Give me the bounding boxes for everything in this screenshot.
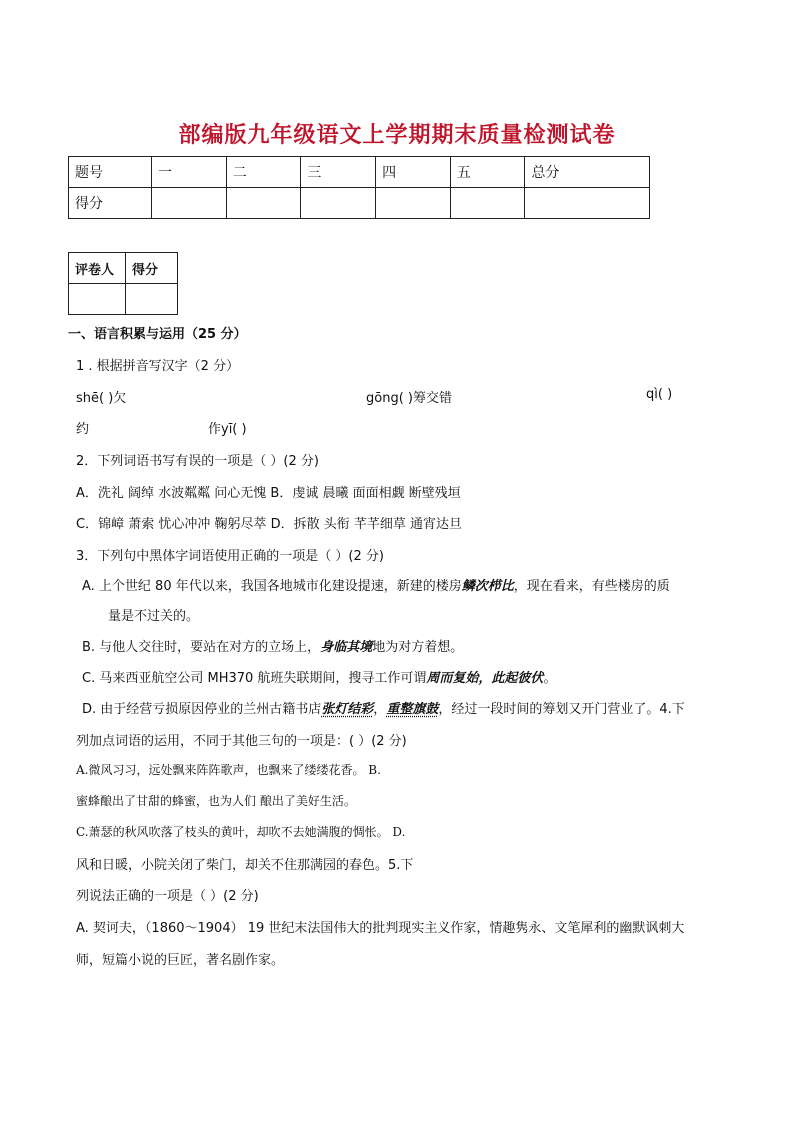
q3-option-d-text: D. 由于经营亏损原因停业的兰州古籍书店 [82,702,322,717]
score-blank-cell [301,188,376,219]
grader-blank-cell [126,284,178,315]
q3-option-a [82,575,670,594]
q2-options-cd: C．锦嶂 萧索 忧心冲冲 鞠躬尽萃 D．拆散 头衔 芊芊细草 通宵达旦 [76,517,463,532]
grader-blank-cell [69,284,126,315]
q2-stem: 2．下列词语书写有误的一项是（ ）(2 分) [76,454,319,469]
score-cell: 四 [376,157,451,188]
q3-option-b-text: 地为对方着想。 [372,640,464,655]
q4-option-a: A.微风习习，远处飘来阵阵歌声，也飘来了缕缕花香。 B. [76,763,381,777]
score-blank-cell [450,188,525,219]
q3-option-d [82,698,685,717]
score-cell: 二 [226,157,301,188]
score-cell: 总分 [525,157,650,188]
score-cell: 一 [152,157,227,188]
q4-option-c: C.萧瑟的秋风吹落了枝头的黄叶，却吹不去她满腹的惆怅。 D. [76,825,406,839]
q1-stem: 1 . 根据拼音写汉字（2 分） [76,359,240,374]
q4-stem: 列加点词语的运用，不同于其他三句的一项是：( ）(2 分) [76,734,407,749]
q5-option-a-cont: 师，短篇小说的巨匠，著名剧作家。 [76,953,285,968]
q5-option-a: A. 契诃夫，（1860～1904） 19 世纪末法国伟大的批判现实主义作家，情趣隽永、文笔犀利的幽默讽刺大 [76,921,685,936]
q3-option-c-text: C. 马来西亚航空公司 MH370 航班失联期间，搜寻工作可谓 [82,671,427,686]
q3-option-b-term: 身临其境 [320,640,373,655]
q3-option-d-term: 重整旗鼓 [386,702,439,717]
section-heading: 一、语言积累与运用（25 分） [68,327,247,342]
q3-option-a-term: 鳞次栉比 [461,579,514,594]
q3-option-a-cont: 量是不过关的。 [108,609,200,624]
score-table-header-row [69,157,650,188]
grader-cell: 评卷人 [69,253,126,284]
score-cell: 三 [301,157,376,188]
score-blank-cell [525,188,650,219]
q3-option-c-term: 周而复始，此起彼伏 [426,671,544,686]
q1-blank-yi: 作yī( ) [208,422,247,437]
grader-blank-row [69,284,178,315]
q1-blank-yue: 约 [76,422,90,437]
score-blank-cell [226,188,301,219]
score-cell: 题号 [69,157,152,188]
q3-option-c-text: 。 [543,671,557,686]
q3-option-d-text: ， [373,702,387,717]
score-cell: 得分 [69,188,152,219]
q5-stem: 列说法正确的一项是（ ）(2 分) [76,889,259,904]
q3-option-a-text: ，现在看来，有些楼房的质 [513,579,670,594]
page-title: 部编版九年级语文上学期期末质量检测试卷 [178,123,616,148]
q2-options-ab: A．洗礼 阔绰 水波粼粼 问心无愧 B．虔诚 晨曦 面面相觑 断壁残垣 [76,486,461,501]
score-table [68,156,650,219]
q4-option-d: 风和日暖，小院关闭了柴门，却关不住那满园的春色。5.下 [76,858,414,873]
q3-stem: 3．下列句中黑体字词语使用正确的一项是（ ）(2 分) [76,549,384,564]
q1-blank-gong: gōng( )筹交错 [366,391,452,406]
q3-option-a-text: A. 上个世纪 80 年代以来，我国各地城市化建设提速，新建的楼房 [82,579,462,594]
q1-blank-qi: qì( ) [646,387,673,402]
q3-option-d-term: 张灯结彩 [321,702,374,717]
q3-option-d-text: ，经过一段时间的筹划又开门营业了。4.下 [438,702,685,717]
grader-cell: 得分 [126,253,178,284]
score-blank-cell [152,188,227,219]
grader-header-row [69,253,178,284]
score-cell: 五 [450,157,525,188]
q3-option-b-text: B. 与他人交往时，要站在对方的立场上， [82,640,321,655]
q4-option-b: 蜜蜂酿出了甘甜的蜂蜜，也为人们 酿出了美好生活。 [76,794,356,808]
q3-option-c [82,667,556,686]
q1-blank-she: shē( )欠 [76,391,127,406]
q3-option-b [82,636,463,655]
score-blank-cell [376,188,451,219]
score-table-score-row [69,188,650,219]
grader-table [68,252,178,315]
